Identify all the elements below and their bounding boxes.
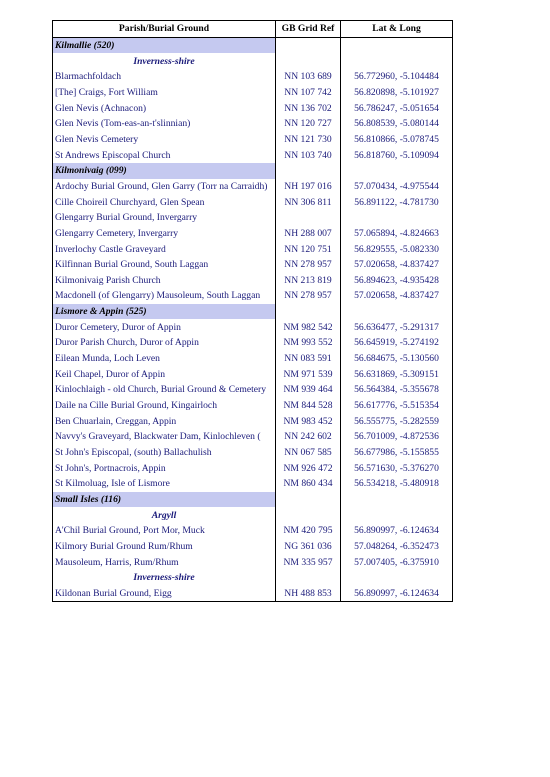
lat-long-cell: 56.820898, -5.101927: [341, 85, 453, 101]
grid-ref-cell: NN 213 819: [276, 273, 341, 289]
lat-long-cell: 56.631869, -5.309151: [341, 366, 453, 382]
table-row: [53, 445, 453, 461]
burial-ground-name: Duror Parish Church, Duror of Appin: [53, 335, 276, 351]
burial-ground-name: A'Chil Burial Ground, Port Mor, Muck: [53, 523, 276, 539]
header-gb-grid-ref: GB Grid Ref: [276, 21, 341, 38]
burial-ground-name: Kinlochlaigh - old Church, Burial Ground & Cemetery: [53, 382, 276, 398]
table-row: [53, 116, 453, 132]
parish-row: [53, 492, 453, 508]
burial-ground-name: Glen Nevis (Tom-eas-an-t'slinnian): [53, 116, 276, 132]
grid-ref-cell: [276, 210, 341, 226]
grid-ref-cell: NH 197 016: [276, 179, 341, 195]
lat-long-cell: 57.070434, -4.975544: [341, 179, 453, 195]
burial-ground-name: Kildonan Burial Ground, Eigg: [53, 586, 276, 602]
lat-long-cell: 56.891122, -4.781730: [341, 194, 453, 210]
lat-long-cell: 56.786247, -5.051654: [341, 100, 453, 116]
lat-long-cell: 56.810866, -5.078745: [341, 132, 453, 148]
burial-ground-name: Keil Chapel, Duror of Appin: [53, 366, 276, 382]
lat-long-cell: 56.890997, -6.124634: [341, 523, 453, 539]
burial-ground-name: Daile na Cille Burial Ground, Kingairloch: [53, 398, 276, 414]
grid-ref-cell: NN 278 957: [276, 288, 341, 304]
lat-long-cell: 56.677986, -5.155855: [341, 445, 453, 461]
table-row: [53, 539, 453, 555]
table-row: [53, 554, 453, 570]
empty-cell: [341, 570, 453, 586]
grid-ref-cell: NM 971 539: [276, 366, 341, 382]
table-row: [53, 257, 453, 273]
burial-ground-name: St Kilmoluag, Isle of Lismore: [53, 476, 276, 492]
table-row: [53, 226, 453, 242]
table-row: [53, 179, 453, 195]
table-row: [53, 132, 453, 148]
lat-long-cell: 57.048264, -6.352473: [341, 539, 453, 555]
empty-cell: [341, 37, 453, 53]
lat-long-cell: 56.555775, -5.282559: [341, 413, 453, 429]
empty-cell: [341, 304, 453, 320]
grid-ref-cell: NN 067 585: [276, 445, 341, 461]
burial-ground-name: Cille Choireil Churchyard, Glen Spean: [53, 194, 276, 210]
grid-ref-cell: NM 982 542: [276, 319, 341, 335]
empty-cell: [276, 304, 341, 320]
lat-long-cell: 56.701009, -4.872536: [341, 429, 453, 445]
table-row: [53, 398, 453, 414]
region-row: [53, 53, 453, 69]
lat-long-cell: 56.571630, -5.376270: [341, 460, 453, 476]
lat-long-cell: 56.684675, -5.130560: [341, 351, 453, 367]
parish-name: Lismore & Appin (525): [53, 304, 276, 320]
table-row: [53, 147, 453, 163]
table-row: [53, 413, 453, 429]
lat-long-cell: 56.890997, -6.124634: [341, 586, 453, 602]
empty-cell: [341, 163, 453, 179]
table-row: [53, 288, 453, 304]
burial-ground-name: Navvy's Graveyard, Blackwater Dam, Kinlochleven (: [53, 429, 276, 445]
grid-ref-cell: NM 993 552: [276, 335, 341, 351]
grid-ref-cell: NN 107 742: [276, 85, 341, 101]
table-row: [53, 85, 453, 101]
burial-ground-name: Glengarry Cemetery, Invergarry: [53, 226, 276, 242]
lat-long-cell: 56.818760, -5.109094: [341, 147, 453, 163]
grid-ref-cell: NM 983 452: [276, 413, 341, 429]
lat-long-cell: 57.020658, -4.837427: [341, 257, 453, 273]
header-parish-burial-ground: Parish/Burial Ground: [53, 21, 276, 38]
table-row: [53, 429, 453, 445]
empty-cell: [276, 492, 341, 508]
table-row: [53, 366, 453, 382]
header-lat-long: Lat & Long: [341, 21, 453, 38]
grid-ref-cell: NG 361 036: [276, 539, 341, 555]
grid-ref-cell: NH 488 853: [276, 586, 341, 602]
burial-ground-name: Ardochy Burial Ground, Glen Garry (Torr na Carraidh): [53, 179, 276, 195]
empty-cell: [276, 507, 341, 523]
table-row: [53, 210, 453, 226]
grid-ref-cell: NM 420 795: [276, 523, 341, 539]
burial-ground-name: St John's, Portnacrois, Appin: [53, 460, 276, 476]
grid-ref-cell: NN 103 689: [276, 69, 341, 85]
lat-long-cell: 56.808539, -5.080144: [341, 116, 453, 132]
empty-cell: [276, 37, 341, 53]
burial-ground-name: Glen Nevis Cemetery: [53, 132, 276, 148]
empty-cell: [341, 507, 453, 523]
grid-ref-cell: NM 335 957: [276, 554, 341, 570]
table-row: [53, 382, 453, 398]
parish-row: [53, 163, 453, 179]
burial-ground-name: Duror Cemetery, Duror of Appin: [53, 319, 276, 335]
burial-ground-name: Macdonell (of Glengarry) Mausoleum, South Laggan: [53, 288, 276, 304]
table-row: [53, 586, 453, 602]
lat-long-cell: 56.534218, -5.480918: [341, 476, 453, 492]
table-header-row: [53, 21, 453, 38]
grid-ref-cell: NM 926 472: [276, 460, 341, 476]
table-row: [53, 273, 453, 289]
grid-ref-cell: NN 120 751: [276, 241, 341, 257]
table-row: [53, 241, 453, 257]
lat-long-cell: [341, 210, 453, 226]
lat-long-cell: 56.829555, -5.082330: [341, 241, 453, 257]
lat-long-cell: 56.894623, -4.935428: [341, 273, 453, 289]
burial-ground-name: St John's Episcopal, (south) Ballachulish: [53, 445, 276, 461]
region-name: Inverness-shire: [53, 570, 276, 586]
region-row: [53, 507, 453, 523]
burial-ground-name: St Andrews Episcopal Church: [53, 147, 276, 163]
lat-long-cell: 56.564384, -5.355678: [341, 382, 453, 398]
parish-row: [53, 304, 453, 320]
lat-long-cell: 56.772960, -5.104484: [341, 69, 453, 85]
table-row: [53, 476, 453, 492]
table-row: [53, 319, 453, 335]
burial-ground-name: Glen Nevis (Achnacon): [53, 100, 276, 116]
grid-ref-cell: NN 242 602: [276, 429, 341, 445]
lat-long-cell: 56.645919, -5.274192: [341, 335, 453, 351]
burial-ground-name: Kilmonivaig Parish Church: [53, 273, 276, 289]
lat-long-cell: 57.065894, -4.824663: [341, 226, 453, 242]
grid-ref-cell: NN 306 811: [276, 194, 341, 210]
burial-ground-name: Mausoleum, Harris, Rum/Rhum: [53, 554, 276, 570]
burial-ground-name: Inverlochy Castle Graveyard: [53, 241, 276, 257]
empty-cell: [276, 53, 341, 69]
table-row: [53, 69, 453, 85]
grid-ref-cell: NN 121 730: [276, 132, 341, 148]
table-row: [53, 460, 453, 476]
grid-ref-cell: NN 083 591: [276, 351, 341, 367]
region-name: Inverness-shire: [53, 53, 276, 69]
burial-ground-name: Kilfinnan Burial Ground, South Laggan: [53, 257, 276, 273]
parish-name: Kilmallie (520): [53, 37, 276, 53]
parish-row: [53, 37, 453, 53]
burial-ground-table: [52, 20, 453, 602]
burial-ground-name: Ben Chuarlain, Creggan, Appin: [53, 413, 276, 429]
table-row: [53, 523, 453, 539]
grid-ref-cell: NN 120 727: [276, 116, 341, 132]
region-row: [53, 570, 453, 586]
table-body: [53, 37, 453, 602]
burial-ground-name: Glengarry Burial Ground, Invergarry: [53, 210, 276, 226]
grid-ref-cell: NH 288 007: [276, 226, 341, 242]
burial-ground-name: [The] Craigs, Fort William: [53, 85, 276, 101]
burial-ground-name: Kilmory Burial Ground Rum/Rhum: [53, 539, 276, 555]
burial-ground-name: Blarmachfoldach: [53, 69, 276, 85]
lat-long-cell: 57.020658, -4.837427: [341, 288, 453, 304]
grid-ref-cell: NM 939 464: [276, 382, 341, 398]
table-row: [53, 194, 453, 210]
empty-cell: [276, 570, 341, 586]
table-row: [53, 335, 453, 351]
grid-ref-cell: NN 278 957: [276, 257, 341, 273]
grid-ref-cell: NN 136 702: [276, 100, 341, 116]
grid-ref-cell: NN 103 740: [276, 147, 341, 163]
empty-cell: [341, 53, 453, 69]
burial-ground-name: Eilean Munda, Loch Leven: [53, 351, 276, 367]
empty-cell: [276, 163, 341, 179]
parish-name: Small Isles (116): [53, 492, 276, 508]
empty-cell: [341, 492, 453, 508]
grid-ref-cell: NM 844 528: [276, 398, 341, 414]
lat-long-cell: 57.007405, -6.375910: [341, 554, 453, 570]
lat-long-cell: 56.636477, -5.291317: [341, 319, 453, 335]
table-row: [53, 100, 453, 116]
lat-long-cell: 56.617776, -5.515354: [341, 398, 453, 414]
parish-name: Kilmonivaig (099): [53, 163, 276, 179]
table-row: [53, 351, 453, 367]
region-name: Argyll: [53, 507, 276, 523]
grid-ref-cell: NM 860 434: [276, 476, 341, 492]
